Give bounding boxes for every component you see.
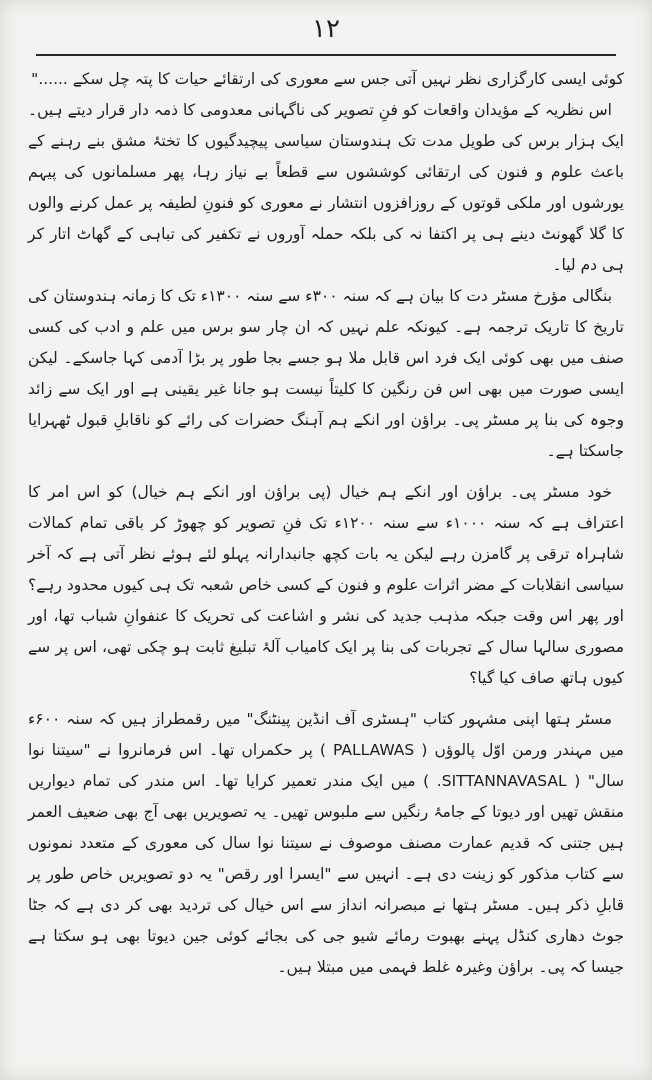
text-line: بنگالی مؤرخ مسٹر دت کا بیان ہے کہ سنہ ۳۰۰ء سے سنہ ۱۳۰۰ء تک کا زمانہ ہندوستان کی تاریخ کا [28, 287, 624, 336]
text-line: جانبدارانہ پہلو لئے ہوئے نظر آتی ہے کہ آخر سیاسی انقلابات کے مضر اثرات علوم و فنون کے کسی [28, 545, 625, 594]
text-line: اس نظریہ کے مؤیدان واقعات کو فنِ تصویر کی ناگہانی معدومی کا ذمہ دار قرار دیتے ہیں۔ [28, 101, 612, 119]
text-line: ہو چکی تھی، اس پر سے کیوں ہاتھ صاف کیا گیا؟ [28, 638, 624, 687]
text-line: کا عنفوانِ شباب تھا، اور مصوری سالہا سال کے تجربات کی بنا پر ایک کامیاب آلۂ تبلیغ ثابت [28, 607, 624, 656]
text-line: جسے بجا طور پر بڑا آدمی کہا جاسکے۔ لیکن ایسی صورت میں بھی اس فن رنگین کا کلیتاً نیست ہو جانا [28, 349, 624, 398]
text-line: غیر یقینی ہے اور ایک سے زائد وجوہ کی بنا پر مسٹر پی۔ براؤن اور انکے ہم آہنگ حضرات کی رائے [28, 380, 625, 429]
text-line: قوتوں کے روزافزوں انتشار نے معوری کو فنونِ لطیفہ پر عمل کرنے والوں کا گلا گھونٹ دینے ہی پر [28, 194, 624, 243]
paragraph [28, 704, 624, 983]
text-line: مبصرانہ انداز سے اس خیال کی تردید بھی کر دی ہے کہ جٹا جوٹ دھاری کنڈل پہنے بھبوت رمائے [28, 896, 624, 945]
paragraph [28, 64, 624, 95]
text-line: شیو جی کی بجائے کوئی جین دیوتا بھی ہو سکتا ہے جیسا کہ پی۔ براؤن وغیرہ غلط فہمی میں مبتلا ہیں۔ [28, 927, 624, 976]
text-line: مہندر ورمن اوّل پالوؤں ( PALLAWAS ) پر حکمراں تھا۔ اس فرمانروا نے "سیتنا نوا سال" [28, 741, 625, 790]
text-line: دی ہے۔ انہیں سے "ایسرا اور رقص" یہ دو تصویریں خاص طور پر قابلِ ذکر ہیں۔ مسٹر ہتھا نے [28, 865, 624, 914]
text-line: علوم و فنون کی ارتقائی کوششوں سے قطعاً بے نیاز رہا، پھر مسلمانوں کی پیہم یورشوں اور ملکی [28, 163, 624, 212]
text-line: اکتفا نہ کی بلکہ حملہ آوروں نے تکفیر کی تباہی کے گھاٹ اتار کر ہی دم لیا۔ [28, 225, 624, 274]
text-line: خاص شعبہ تک ہی کیوں محدود رہے؟ اور پھر اس وقت جبکہ مذہب جدید کی نشر و اشاعت کی تحریک [28, 576, 624, 625]
paragraph [28, 126, 624, 281]
header-rule [36, 54, 616, 56]
text-line: تاریک ترجمہ ہے۔ کیونکہ علم نہیں کہ ان چار سو برس میں علم و ادب کی کسی صنف میں بھی کوئی ایک فرد اس قابل ملا ہو [28, 318, 624, 367]
paragraph [28, 95, 624, 126]
text-line: ( SITTANNAVASAL. ) میں ایک مندر تعمیر کرایا تھا۔ اس مندر کی تمام دیواریں منقش [28, 772, 625, 821]
text-line: کوئی ایسی کارگزاری نظر نہیں آتی جس سے معوری کی ارتقائے حیات کا پتہ چل سکے ......" [31, 70, 624, 88]
text-line: ایک ہزار برس کی طویل مدت تک ہندوستان سیاسی پیچیدگیوں کا تختۂ مشق بنے رہنے کے باعث [28, 132, 625, 181]
text-line: مسٹر ہتھا اپنی مشہور کتاب "ہسٹری آف انڈین پینٹنگ" میں رقمطراز ہیں کہ سنہ ۶۰۰ء میں [28, 710, 624, 759]
text-line: سنہ ۱۲۰۰ء تک فنِ تصویر کو چھوڑ کر باقی تمام کمالات شاہراہ ترقی پر گامزن رہے لیکن یہ بات کچھ [28, 514, 625, 563]
text-line: تھیں اور دیوتا کے جامۂ رنگیں سے ملبوس تھیں۔ یہ تصویریں بھی آج بھی ضعیف العمر ہیں جتنی کہ قدیم عمارت [28, 803, 624, 852]
page-body [18, 64, 634, 983]
paragraph [28, 477, 624, 694]
page-number: ۱۲ [312, 14, 340, 44]
text-line: کو ناقابلِ قبول ٹھہرایا جاسکتا ہے۔ [28, 411, 624, 460]
paragraph [28, 281, 624, 467]
text-line: خود مسٹر پی۔ براؤن اور انکے ہم خیال (پی براؤن اور انکے ہم خیال) کو اس امر کا اعتراف ہے کہ سنہ ۱۰۰۰ء سے [28, 483, 624, 532]
text-line: مصنف موصوف نے سیتنا نوا سال کی معوری کے متعدد نمونوں سے کتاب مذکور کو زینت [28, 834, 624, 883]
